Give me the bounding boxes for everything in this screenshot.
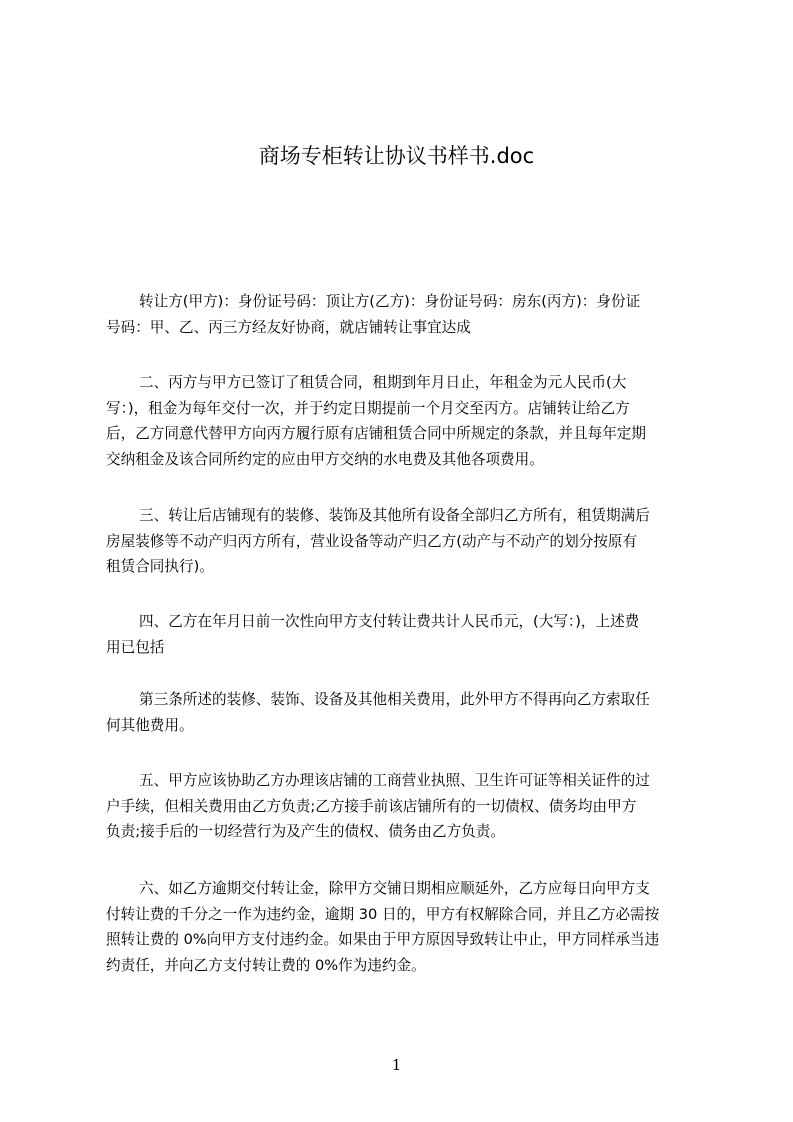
text-line: 二、丙方与甲方已签订了租赁合同，租期到年月日止，年租金为元人民币(大 <box>139 374 627 391</box>
text-line: 五、甲方应该协助乙方办理该店铺的工商营业执照、卫生许可证等相关证件的过 <box>139 772 650 789</box>
text-line: 写：)，租金为每年交付一次，并于约定日期提前一个月交至丙方。店铺转让给乙方 <box>106 399 630 417</box>
text-line: 六、如乙方逾期交付转让金，除甲方交铺日期相应顺延外，乙方应每日向甲方支 <box>139 880 650 897</box>
text-line: 转让方(甲方)：身份证号码：顶让方(乙方)：身份证号码：房东(丙方)：身份证 <box>139 293 641 310</box>
text-line: 第三条所述的装修、装饰、设备及其他相关费用，此外甲方不得再向乙方索取任 <box>139 691 650 708</box>
paragraph-clause-5 <box>106 768 700 845</box>
text-line: 户手续，但相关费用由乙方负责;乙方接手前该店铺所有的一切债权、债务均由甲方 <box>106 797 637 815</box>
text-line: 四、乙方在年月日前一次性向甲方支付转让费共计人民币元，(大写：)，上述费 <box>139 613 640 630</box>
text-line: 用已包括 <box>106 638 165 656</box>
paragraph-clause-3 <box>106 503 700 580</box>
text-line: 何其他费用。 <box>106 716 194 734</box>
text-line: 照转让费的 0%向甲方支付违约金。如果由于甲方原因导致转让中止，甲方同样承当违 <box>106 931 660 948</box>
paragraph-clause-2 <box>106 370 700 472</box>
text-line: 负责;接手后的一切经营行为及产生的债权、债务由乙方负责。 <box>106 823 505 840</box>
paragraph-clause-6 <box>106 876 700 978</box>
text-line: 后，乙方同意代替甲方向丙方履行原有店铺租赁合同中所规定的条款，并且每年定期 <box>106 425 646 442</box>
paragraph-parties <box>106 289 700 340</box>
page-number: 1 <box>391 1056 402 1074</box>
text-line: 号码：甲、乙、丙三方经友好协商，就店铺转让事宜达成 <box>106 318 471 336</box>
text-line: 约责任，并向乙方支付转让费的 0%作为违约金。 <box>106 956 426 974</box>
text-line: 付转让费的千分之一作为违约金，逾期 30 日的，甲方有权解除合同，并且乙方必需按 <box>106 905 660 923</box>
text-line: 交纳租金及该合同所约定的应由甲方交纳的水电费及其他各项费用。 <box>106 450 544 468</box>
text-line: 租赁合同执行)。 <box>106 558 214 575</box>
text-line: 三、转让后店铺现有的装修、装饰及其他所有设备全部归乙方所有，租赁期满后 <box>139 507 650 524</box>
document-title: 商场专柜转让协议书样书.doc <box>258 144 535 168</box>
paragraph-clause-4-continued <box>106 687 700 738</box>
text-line: 房屋装修等不动产归丙方所有，营业设备等动产归乙方(动产与不动产的划分按原有 <box>106 532 638 550</box>
paragraph-clause-4 <box>106 609 700 660</box>
